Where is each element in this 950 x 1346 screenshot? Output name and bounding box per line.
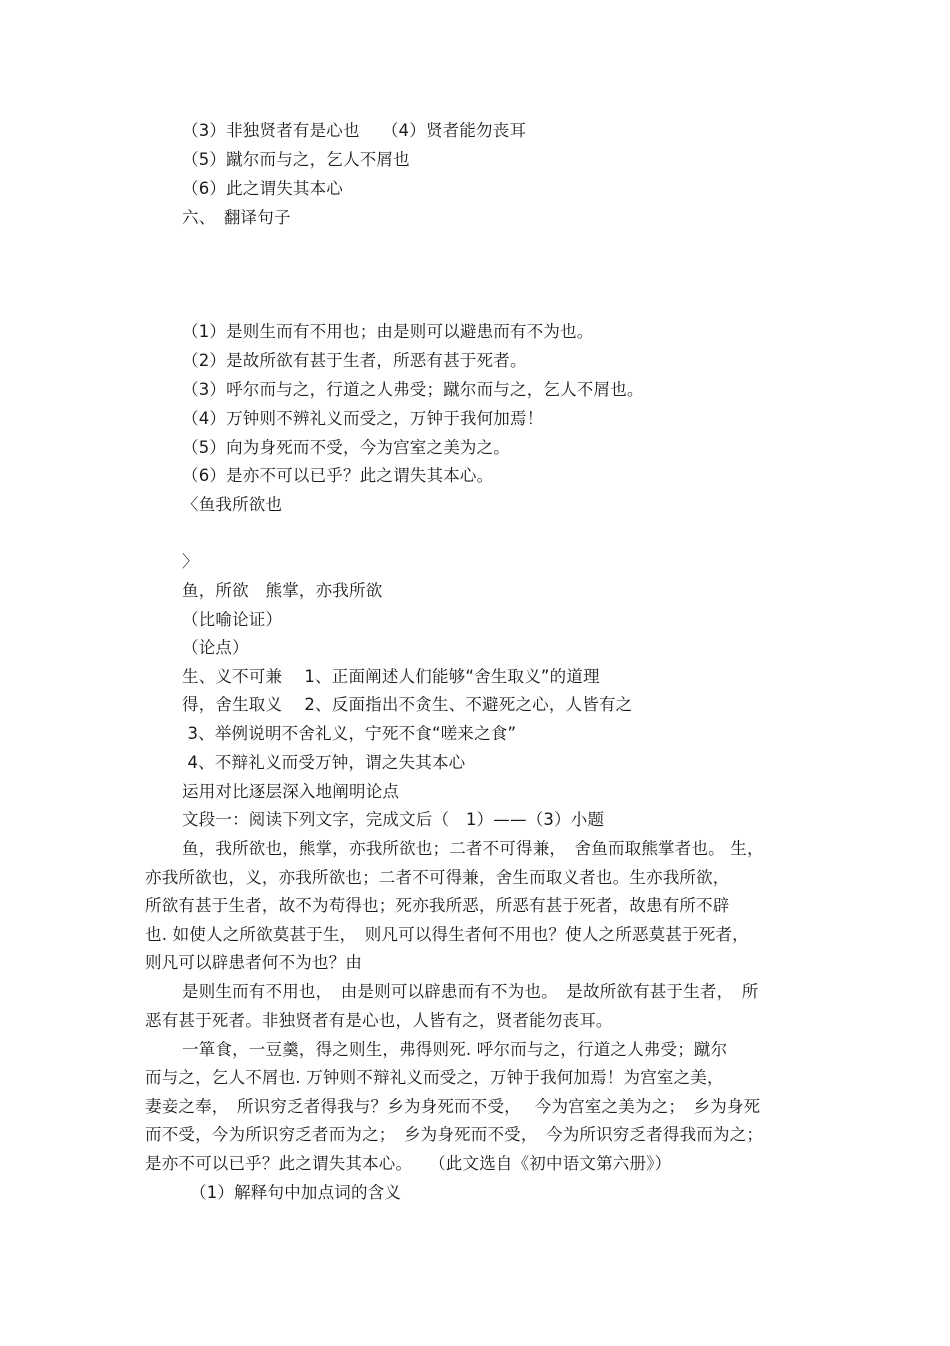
text-line: 〉 — [182, 552, 199, 571]
paragraph-line: 是则生而有不用也， 由是则可以辟患而有不为也。 是故所欲有甚于生者， 所 — [182, 982, 759, 1001]
text-line: 运用对比逐层深入地阐明论点 — [182, 782, 400, 801]
text-line: （比喻论证） — [182, 610, 283, 629]
text-line: （论点） — [182, 638, 249, 657]
paragraph-line: 而不受，今为所识穷乏者而为之； 乡为身死而不受， 今为所识穷乏者得我而为之； — [145, 1125, 764, 1144]
paragraph-line: 亦我所欲也，义，亦我所欲也；二者不可得兼，舍生而取义者也。生亦我所欲， — [145, 868, 730, 887]
paragraph-line: 则凡可以辟患者何不为也？由 — [145, 953, 363, 972]
paragraph-line: 而与之，乞人不屑也. 万钟则不辩礼义而受之，万钟于我何加焉！为宫室之美， — [145, 1068, 724, 1087]
text-line: （6）是亦不可以已乎？此之谓失其本心。 — [182, 466, 494, 485]
paragraph-line: 是亦不可以已乎？此之谓失其本心。 （此文选自《初中语文第六册》） — [145, 1154, 672, 1173]
text-line: （5）蹴尔而与之，乞人不屑也 — [182, 150, 410, 169]
text-line: 3、举例说明不舍礼义，宁死不食“嗟来之食” — [182, 724, 517, 743]
text-line: （3）非独贤者有是心也 （4）贤者能勿丧耳 — [182, 121, 527, 140]
paragraph-line: 鱼，我所欲也，熊掌，亦我所欲也；二者不可得兼， 舍鱼而取熊掌者也。 生， — [182, 839, 764, 858]
text-line: 鱼，所欲 熊掌，亦我所欲 — [182, 581, 383, 600]
paragraph-line: 所欲有甚于生者，故不为苟得也；死亦我所恶，所恶有甚于死者，故患有所不辟 — [145, 896, 730, 915]
text-line: 得，舍生取义 2、反面指出不贪生、不避死之心，人皆有之 — [182, 695, 633, 714]
section-heading: 六、 翻译句子 — [182, 208, 291, 227]
text-line: 文段一：阅读下列文字，完成文后（ 1）——（3）小题 — [182, 810, 605, 829]
text-line: 生、义不可兼 1、正面阐述人们能够“舍生取义”的道理 — [182, 667, 600, 686]
text-line: （2）是故所欲有甚于生者，所恶有甚于死者。 — [182, 351, 527, 370]
question-line: （1）解释句中加点词的含义 — [190, 1183, 402, 1202]
text-line: （4）万钟则不辨礼义而受之，万钟于我何加焉！ — [182, 409, 544, 428]
paragraph-line: 一箪食，一豆羹，得之则生，弗得则死. 呼尔而与之，行道之人弗受；蹴尔 — [182, 1040, 728, 1059]
text-line: （5）向为身死而不受，今为宫室之美为之。 — [182, 438, 510, 457]
text-line: （6）此之谓失其本心 — [182, 179, 343, 198]
text-line: 4、不辩礼义而受万钟，谓之失其本心 — [182, 753, 466, 772]
text-line: 〈鱼我所欲也 — [182, 495, 283, 514]
paragraph-line: 妻妾之奉， 所识穷乏者得我与？乡为身死而不受， 今为宫室之美为之； 乡为身死 — [145, 1097, 761, 1116]
text-line: （3）呼尔而与之，行道之人弗受；蹴尔而与之，乞人不屑也。 — [182, 380, 644, 399]
paragraph-line: 也. 如使人之所欲莫甚于生， 则凡可以得生者何不用也？使人之所恶莫甚于死者， — [145, 925, 749, 944]
paragraph-line: 恶有甚于死者。非独贤者有是心也，人皆有之，贤者能勿丧耳。 — [145, 1011, 613, 1030]
text-line: （1）是则生而有不用也；由是则可以避患而有不为也。 — [182, 322, 594, 341]
